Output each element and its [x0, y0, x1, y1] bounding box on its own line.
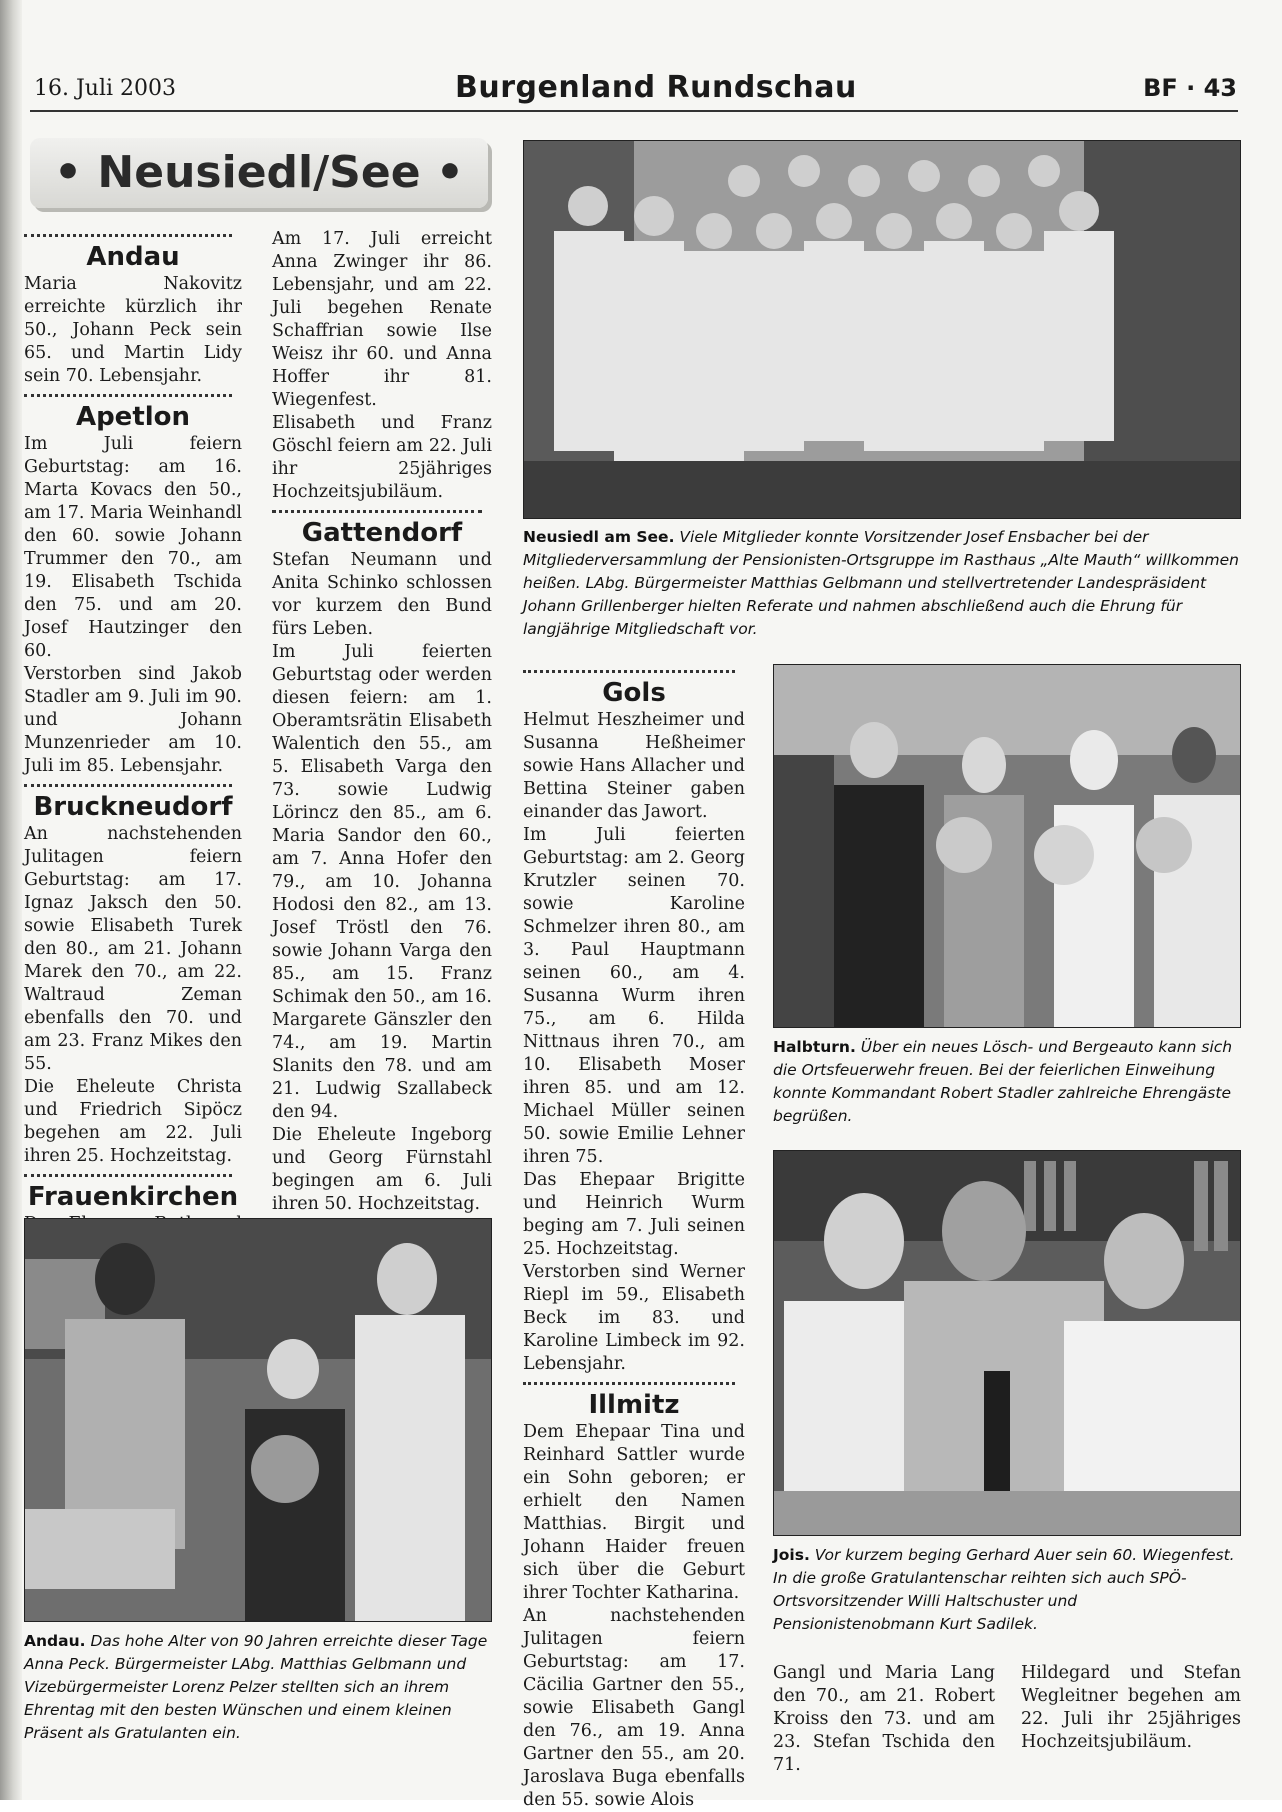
heading-bruckneudorf: Bruckneudorf [33, 792, 233, 822]
caption-halbturn [773, 1036, 1241, 1128]
header-rule [30, 110, 1238, 112]
article-gols-birthdays: Im Juli feierten Geburtstag: am 2. Georg Krutzler seinen 70. sowie Karoline Schmelzer ihren 80., am 3. Paul Hauptmann seinen 60., am 4. Susanna Wurm ihren 75., am 6. Hilda Nittnaus ihren 70., am 10. Elisabeth Moser ihren 85. und am 12. Michael Müller seinen 50. sowie Emilie Lehner ihren 75. [523, 825, 745, 1167]
header-paper-name: Burgenland Rundschau [455, 70, 857, 105]
column-5 [1021, 1662, 1241, 1754]
photo-andau [24, 1218, 492, 1622]
section-title: • Neusiedl/See • [53, 147, 464, 198]
caption-neusiedl [523, 526, 1241, 641]
article-gattendorf-wedding: Stefan Neumann und Anita Schinko schlossen vor kurzem den Bund fürs Leben. [272, 550, 492, 639]
caption-neusiedl-place: Neusiedl am See. [523, 528, 675, 546]
article-illmitz-birthdays: An nachstehenden Julitagen feiern Geburtstag: am 17. Cäcilia Gartner den 55., sowie Elisabeth Gangl den 76., am 19. Anna Gartner den 55., am 20. Jaroslava Buga ebenfalls den 55. sowie Alois [523, 1606, 745, 1810]
photo-jois [773, 1150, 1241, 1536]
article-apetlon: Im Juli feiern Geburtstag: am 16. Marta Kovacs den 50., am 17. Maria Weinhandl den 60. sowie Johann Trummer den 70., am 19. Elisabeth Tschida den 75. und am 20. Josef Hautzinger den 60. [24, 434, 242, 661]
section-banner [30, 138, 488, 208]
article-apetlon-deaths: Verstorben sind Jakob Stadler am 9. Juli im 90. und Johann Munzenrieder am 10. Juli im 85. Lebensjahr. [24, 664, 242, 776]
photo-halbturn [773, 664, 1241, 1028]
divider [523, 670, 735, 673]
heading-illmitz: Illmitz [588, 1390, 680, 1420]
article-bruckneudorf: An nachstehenden Julitagen feiern Geburtstag: am 17. Ignaz Jaksch den 50. sowie Elisabeth Turek den 80., am 21. Johann Marek den 70., am 22. Waltraud Zeman ebenfalls den 70. und am 23. Franz Mikes den 55. [24, 824, 242, 1074]
caption-halbturn-place: Halbturn. [773, 1038, 856, 1056]
heading-gols: Gols [602, 678, 666, 708]
divider [24, 1174, 232, 1177]
column-3 [523, 664, 745, 1812]
divider [24, 784, 232, 787]
header-page-label: BF · 43 [1143, 74, 1237, 102]
article-illmitz-anniversary: Hildegard und Stefan Wegleitner begehen am 22. Juli ihr 25jähriges Hochzeitsjubiläum. [1021, 1663, 1241, 1752]
column-2 [272, 228, 492, 1257]
article-frauenkirchen-cont: Am 17. Juli erreicht Anna Zwinger ihr 86. Lebensjahr, und am 22. Juli begehen Renate Schaffrian sowie Ilse Weisz ihr 60. und Anna Hoffer ihr 81. Wiegenfest. [272, 229, 492, 410]
article-frauenkirchen-anniversary: Elisabeth und Franz Göschl feiern am 22. Juli ihr 25jähriges Hochzeitsjubiläum. [272, 413, 492, 502]
divider [272, 510, 482, 513]
photo-neusiedl [523, 140, 1241, 519]
caption-jois-place: Jois. [773, 1546, 810, 1564]
heading-apetlon: Apetlon [75, 402, 191, 432]
divider [523, 1382, 735, 1385]
caption-andau [24, 1630, 494, 1745]
heading-andau: Andau [86, 242, 180, 272]
article-gols-deaths: Verstorben sind Werner Riepl im 59., Elisabeth Beck im 83. und Karoline Limbeck im 92. Lebensjahr. [523, 1262, 745, 1374]
article-illmitz-births: Dem Ehepaar Tina und Reinhard Sattler wurde ein Sohn geboren; er erhielt den Namen Matthias. Birgit und Johann Haider freuen sich über die Geburt ihrer Tochter Katharina. [523, 1422, 745, 1603]
divider [24, 394, 232, 397]
caption-halbturn-text: Über ein neues Lösch- und Bergeauto kann sich die Ortsfeuerwehr freuen. Bei der feierlichen Einweihung konnte Kommandant Robert Stadler zahlreiche Ehrengäste begrüßen. [773, 1038, 1233, 1125]
caption-jois-text: Vor kurzem beging Gerhard Auer sein 60. Wiegenfest. In die große Gratulantenschar reihten sich auch SPÖ-Ortsvorsitzender Willi Haltschuster und Pensionistenobmann Kurt Sadilek. [773, 1546, 1235, 1633]
divider [24, 234, 232, 237]
header-date: 16. Juli 2003 [34, 76, 177, 101]
article-gattendorf-birthdays: Im Juli feierten Geburtstag oder werden diesen feiern: am 1. Oberamtsrätin Elisabeth Walentich den 55., am 5. Elisabeth Varga den 73. sowie Ludwig Lörincz den 85., am 6. Maria Sandor den 60., am 7. Anna Hofer den 79., am 10. Johanna Hodosi den 82., am 13. Josef Tröstl den 76. sowie Johann Varga den 85., am 15. Franz Schimak den 50., am 16. Margarete Gänszler den 74., am 19. Martin Slanits den 78. und am 21. Ludwig Szallabeck den 94. [272, 642, 492, 1122]
caption-andau-text: Das hohe Alter von 90 Jahren erreichte dieser Tage Anna Peck. Bürgermeister LAbg. Matthias Gelbmann und Vizebürgermeister Lorenz Pelzer stellten sich an ihrem Ehrentag mit den besten Wünschen und einem kleinen Präsent als Gratulanten ein. [24, 1632, 488, 1742]
page-binding-shadow [0, 0, 22, 1800]
heading-frauenkirchen: Frauenkirchen [27, 1182, 239, 1212]
caption-neusiedl-text: Viele Mitglieder konnte Vorsitzender Josef Ensbacher bei der Mitgliederversammlung der Pensionisten-Ortsgruppe im Rasthaus „Alte Mauth“ willkommen heißen. LAbg. Bürgermeister Matthias Gelbmann und stellvertretender Landespräsident Johann Grillenberger hielten Referate und nahmen abschließend auch die Ehrung für langjährige Mitgliedschaft vor. [523, 528, 1239, 638]
column-1 [24, 228, 242, 1305]
article-gols-anniversary: Das Ehepaar Brigitte und Heinrich Wurm beging am 7. Juli seinen 25. Hochzeitstag. [523, 1170, 745, 1259]
heading-gattendorf: Gattendorf [301, 518, 463, 548]
article-bruckneudorf-anniversary: Die Eheleute Christa und Friedrich Sipöcz begehen am 22. Juli ihren 25. Hochzeitstag. [24, 1077, 242, 1166]
article-andau: Maria Nakovitz erreichte kürzlich ihr 50., Johann Peck sein 65. und Martin Lidy sein 70. Lebensjahr. [24, 274, 242, 386]
caption-andau-place: Andau. [24, 1632, 86, 1650]
article-gols-weddings: Helmut Heszheimer und Susanna Heßheimer sowie Hans Allacher und Bettina Steiner gaben einander das Jawort. [523, 710, 745, 822]
caption-jois [773, 1544, 1241, 1636]
column-4 [773, 1662, 995, 1777]
article-illmitz-cont: Gangl und Maria Lang den 70., am 21. Robert Kroiss den 73. und am 23. Stefan Tschida den 71. [773, 1663, 995, 1775]
article-gattendorf-anniversary: Die Eheleute Ingeborg und Georg Fürnstahl begingen am 6. Juli ihren 50. Hochzeitstag. [272, 1125, 492, 1214]
